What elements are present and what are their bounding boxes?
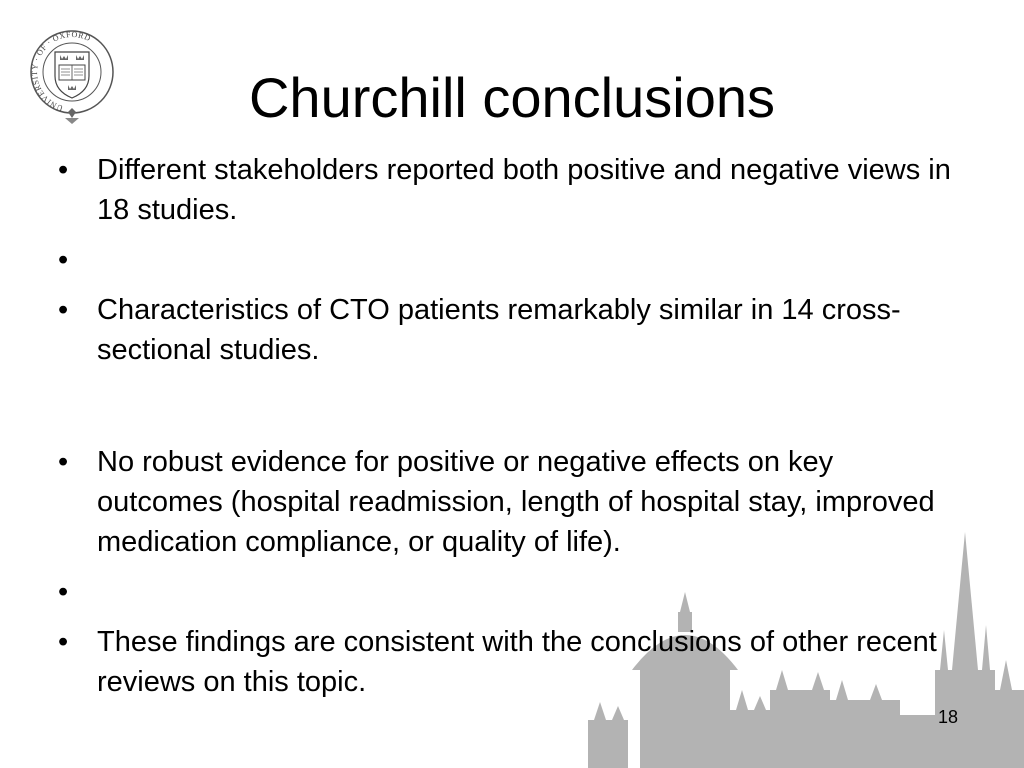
svg-text:UNIVERSITY · OF · OXFORD: UNIVERSITY · OF · OXFORD	[29, 29, 93, 113]
bullet-item	[58, 150, 958, 230]
bullet-text: No robust evidence for positive or negative effects on key outcomes (hospital readmission, length of hospital stay, improved medication compliance, or quality of life).	[97, 446, 935, 558]
bullet-item	[58, 442, 958, 562]
bullet-dot: •	[58, 244, 69, 276]
bullet-list	[58, 150, 958, 702]
bullet-dot: •	[58, 576, 69, 608]
bullet-text	[97, 572, 958, 612]
bullet-dot: •	[58, 446, 69, 478]
bullet-dot: •	[58, 294, 69, 326]
bullet-item-empty	[58, 240, 958, 280]
bullet-item-empty	[58, 572, 958, 612]
slide-title: Churchill conclusions	[248, 66, 775, 129]
page-number: 18	[938, 707, 959, 727]
bullet-dot: •	[58, 626, 69, 658]
bullet-item	[58, 290, 958, 370]
bullet-text: Characteristics of CTO patients remarkably similar in 14 cross-sectional studies.	[97, 294, 901, 366]
bullet-text: These findings are consistent with the conclusions of other recent reviews on this topic.	[97, 626, 937, 698]
bullet-text: Different stakeholders reported both positive and negative views in 18 studies.	[97, 154, 951, 226]
bullet-text	[97, 240, 958, 280]
bullet-dot: •	[58, 154, 69, 186]
bullet-item	[58, 622, 958, 702]
